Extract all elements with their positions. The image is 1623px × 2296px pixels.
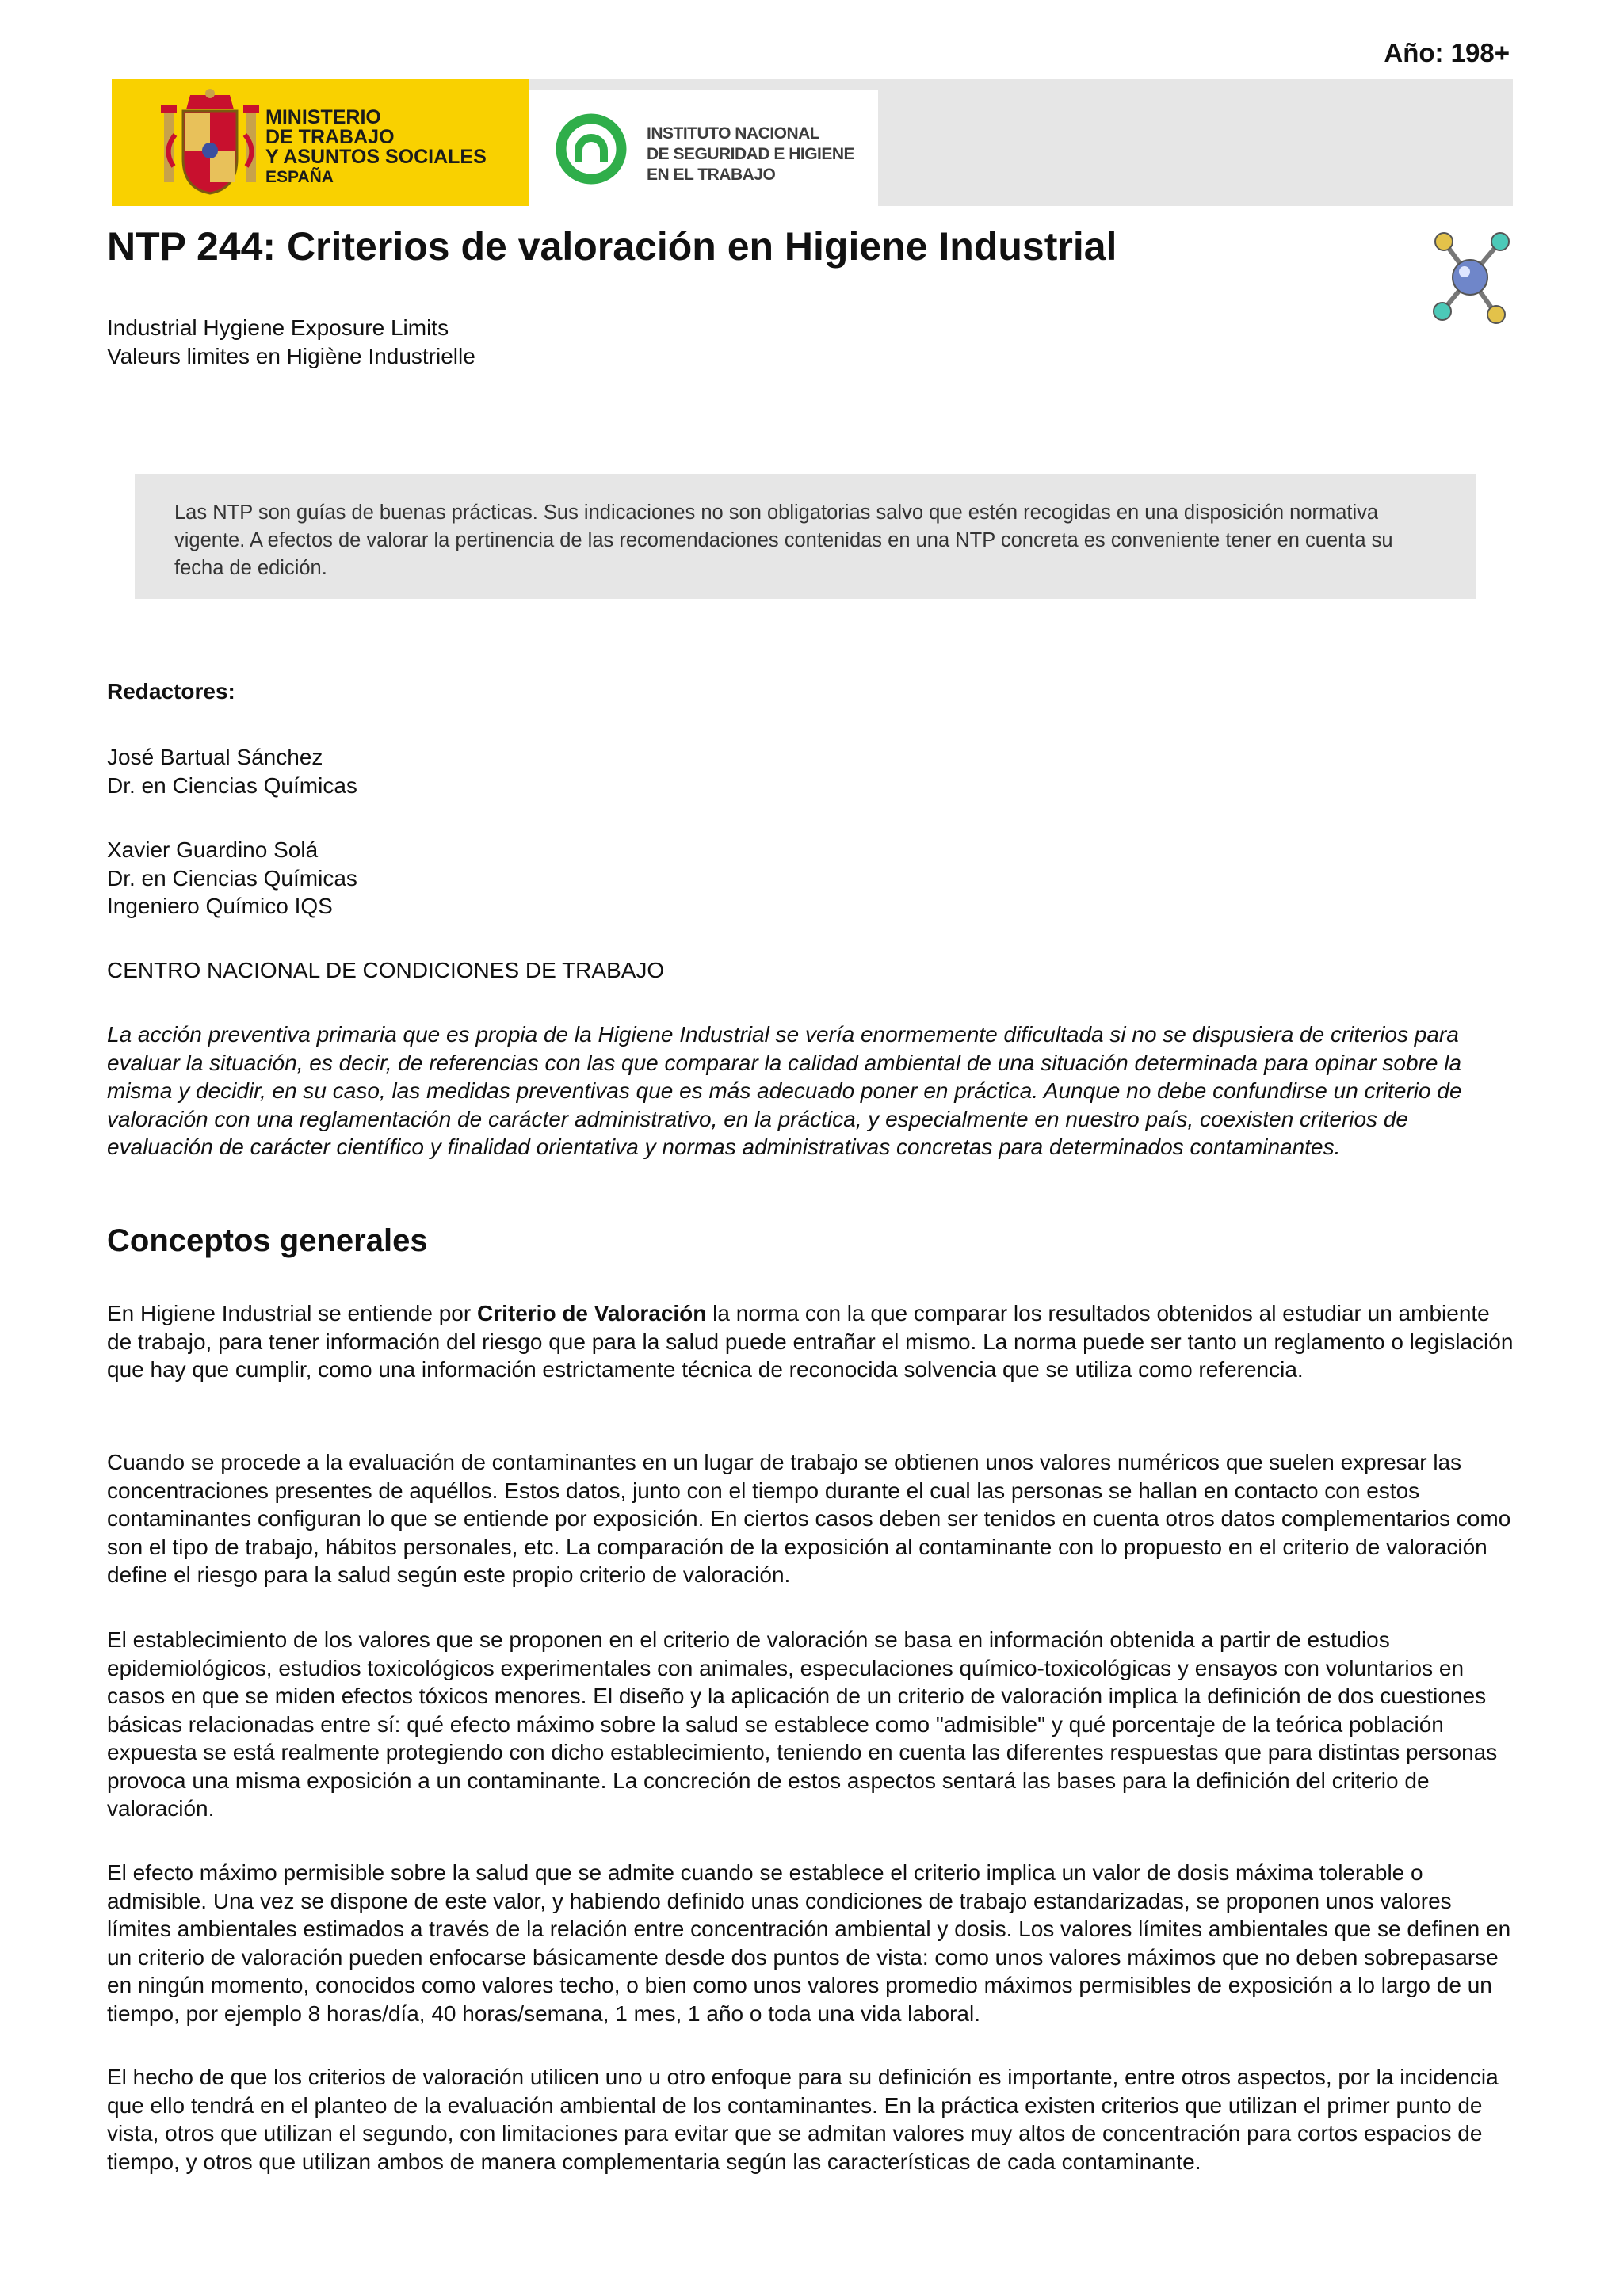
year-label: Año: 198+ (1384, 38, 1510, 67)
term-criterio-de-valoracion: Criterio de Valoración (476, 1301, 707, 1325)
abstract: La acción preventiva primaria que es propia de la Higiene Industrial se vería enormemente dificultada si no se dispusiera de criterios para evaluar la situación, es decir, de referencias con las que comparar la calidad ambiental de una situación determinada para opinar sobre la misma y decidir, en su caso, las medidas preventivas que es más adecuado poner en práctica. Aunque no debe confundirse un criterio de valoración con una reglamentación de carácter administrativo, en la práctica, y especialmente en nuestro país, coexisten criterios de evaluación de carácter científico y finalidad orientativa y normas administrativas concretas para determinados contaminantes. (107, 1022, 1462, 1159)
molecule-icon (1426, 226, 1514, 329)
author-name: Xavier Guardino Solá (107, 837, 319, 862)
subtitles (107, 314, 475, 371)
subtitle-french: Valeurs limites en Higiène Industrielle (107, 344, 475, 368)
center-name: CENTRO NACIONAL DE CONDICIONES DE TRABAJO (107, 958, 665, 982)
page-title: NTP 244: Criterios de valoración en Higiene Industrial (107, 224, 1117, 269)
author-name: José Bartual Sánchez (107, 745, 323, 769)
ministry-name: MINISTERIO DE TRABAJO Y ASUNTOS SOCIALES ESPAÑA (265, 106, 487, 186)
institute-logo (529, 90, 878, 206)
author-title: Dr. en Ciencias Químicas (107, 772, 357, 798)
author-1 (107, 743, 1516, 799)
paragraph-4: El efecto máximo permisible sobre la salud que se admite cuando se establece el criterio implica un valor de dosis máxima tolerable o admisible. Una vez se dispone de este valor, y habiendo definido unas condiciones de trabajo estandarizadas, se proponen unos valores límites ambientales estimados a través de la relación entre concentración ambiental y dosis. Los valores límites ambientales que se definen en un criterio de valoración pueden enfocarse básicamente desde dos puntos de vista: como unos valores máximos que no deben sobrepasarse en ningún momento, conocidos como valores techo, o bien como unos valores promedio máximos permisibles de exposición a lo largo de un tiempo, por ejemplo 8 horas/día, 40 horas/semana, 1 mes, 1 año o toda una vida laboral. (107, 1860, 1511, 2026)
author-2 (107, 836, 1516, 921)
header-banner (112, 79, 1513, 206)
ministry-logo (112, 79, 529, 206)
institute-name: INSTITUTO NACIONAL DE SEGURIDAD E HIGIENE EN EL TRABAJO (647, 124, 855, 184)
author-title: Dr. en Ciencias Químicas (107, 865, 357, 891)
paragraph-1: En Higiene Industrial se entiende por Criterio de Valoración la norma con la que comparar los resultados obtenidos al estudiar un ambiente de trabajo, para tener información del riesgo que para la salud puede entrañar el mismo. La norma puede ser tanto un reglamento o legislación que hay que cumplir, como una información estrictamente técnica de reconocida solvencia que se utiliza como referencia. (107, 1301, 1514, 1382)
paragraph-2: Cuando se procede a la evaluación de contaminantes en un lugar de trabajo se obtienen unos valores numéricos que suelen expresar las concentraciones presentes de aquéllos. Estos datos, junto con el tiempo durante el cual las personas se hallan en contacto con estos contaminantes configuran lo que se entiende por exposición. En ciertos casos deben ser tenidos en cuenta otros datos complementarios como son el tipo de trabajo, hábitos personales, etc. La comparación de la exposición al contaminante con lo propuesto en el criterio de valoración define el riesgo para la salud según este propio criterio de valoración. (107, 1450, 1511, 1587)
institute-ring-icon (555, 113, 628, 185)
coat-of-arms-icon (155, 87, 265, 198)
section-heading: Conceptos generales (107, 1223, 428, 1258)
disclaimer-notice: Las NTP son guías de buenas prácticas. Sus indicaciones no son obligatorias salvo que estén recogidas en una disposición normativa vigente. A efectos de valorar la pertinencia de las recomendaciones contenidas en una NTP concreta es conveniente tener en cuenta su fecha de edición. (135, 474, 1476, 599)
author-title: Ingeniero Químico IQS (107, 894, 333, 918)
paragraph-5: El hecho de que los criterios de valoración utilicen uno u otro enfoque para su definición es importante, entre otros aspectos, por la incidencia que ello tendrá en el planteo de la evaluación ambiental de los contaminantes. En la práctica existen criterios que utilizan el primer punto de vista, otros que utilizan el segundo, con limitaciones para evitar que se admitan valores muy altos de concentración para cortos espacios de tiempo, y otros que utilizan ambos de manera complementaria según las características de cada contaminante. (107, 2065, 1499, 2174)
paragraph-3: El establecimiento de los valores que se proponen en el criterio de valoración se basa en información obtenida a partir de estudios epidemiológicos, estudios toxicológicos experimentales con animales, especulaciones químico-toxicológicas y ensayos con voluntarios en casos en que se miden efectos tóxicos menores. El diseño y la aplicación de un criterio de valoración implica la definición de dos cuestiones básicas relacionadas entre sí: qué efecto máximo sobre la salud se establece como "admisible" y qué porcentaje de la teórica población expuesta se está realmente protegiendo con dicho establecimiento, teniendo en cuenta las diferentes respuestas que para distintas personas provoca una misma exposición a un contaminante. La concreción de estos aspectos sentará las bases para la definición del criterio de valoración. (107, 1627, 1498, 1821)
authors-heading: Redactores: (107, 679, 235, 704)
subtitle-english: Industrial Hygiene Exposure Limits (107, 315, 449, 340)
